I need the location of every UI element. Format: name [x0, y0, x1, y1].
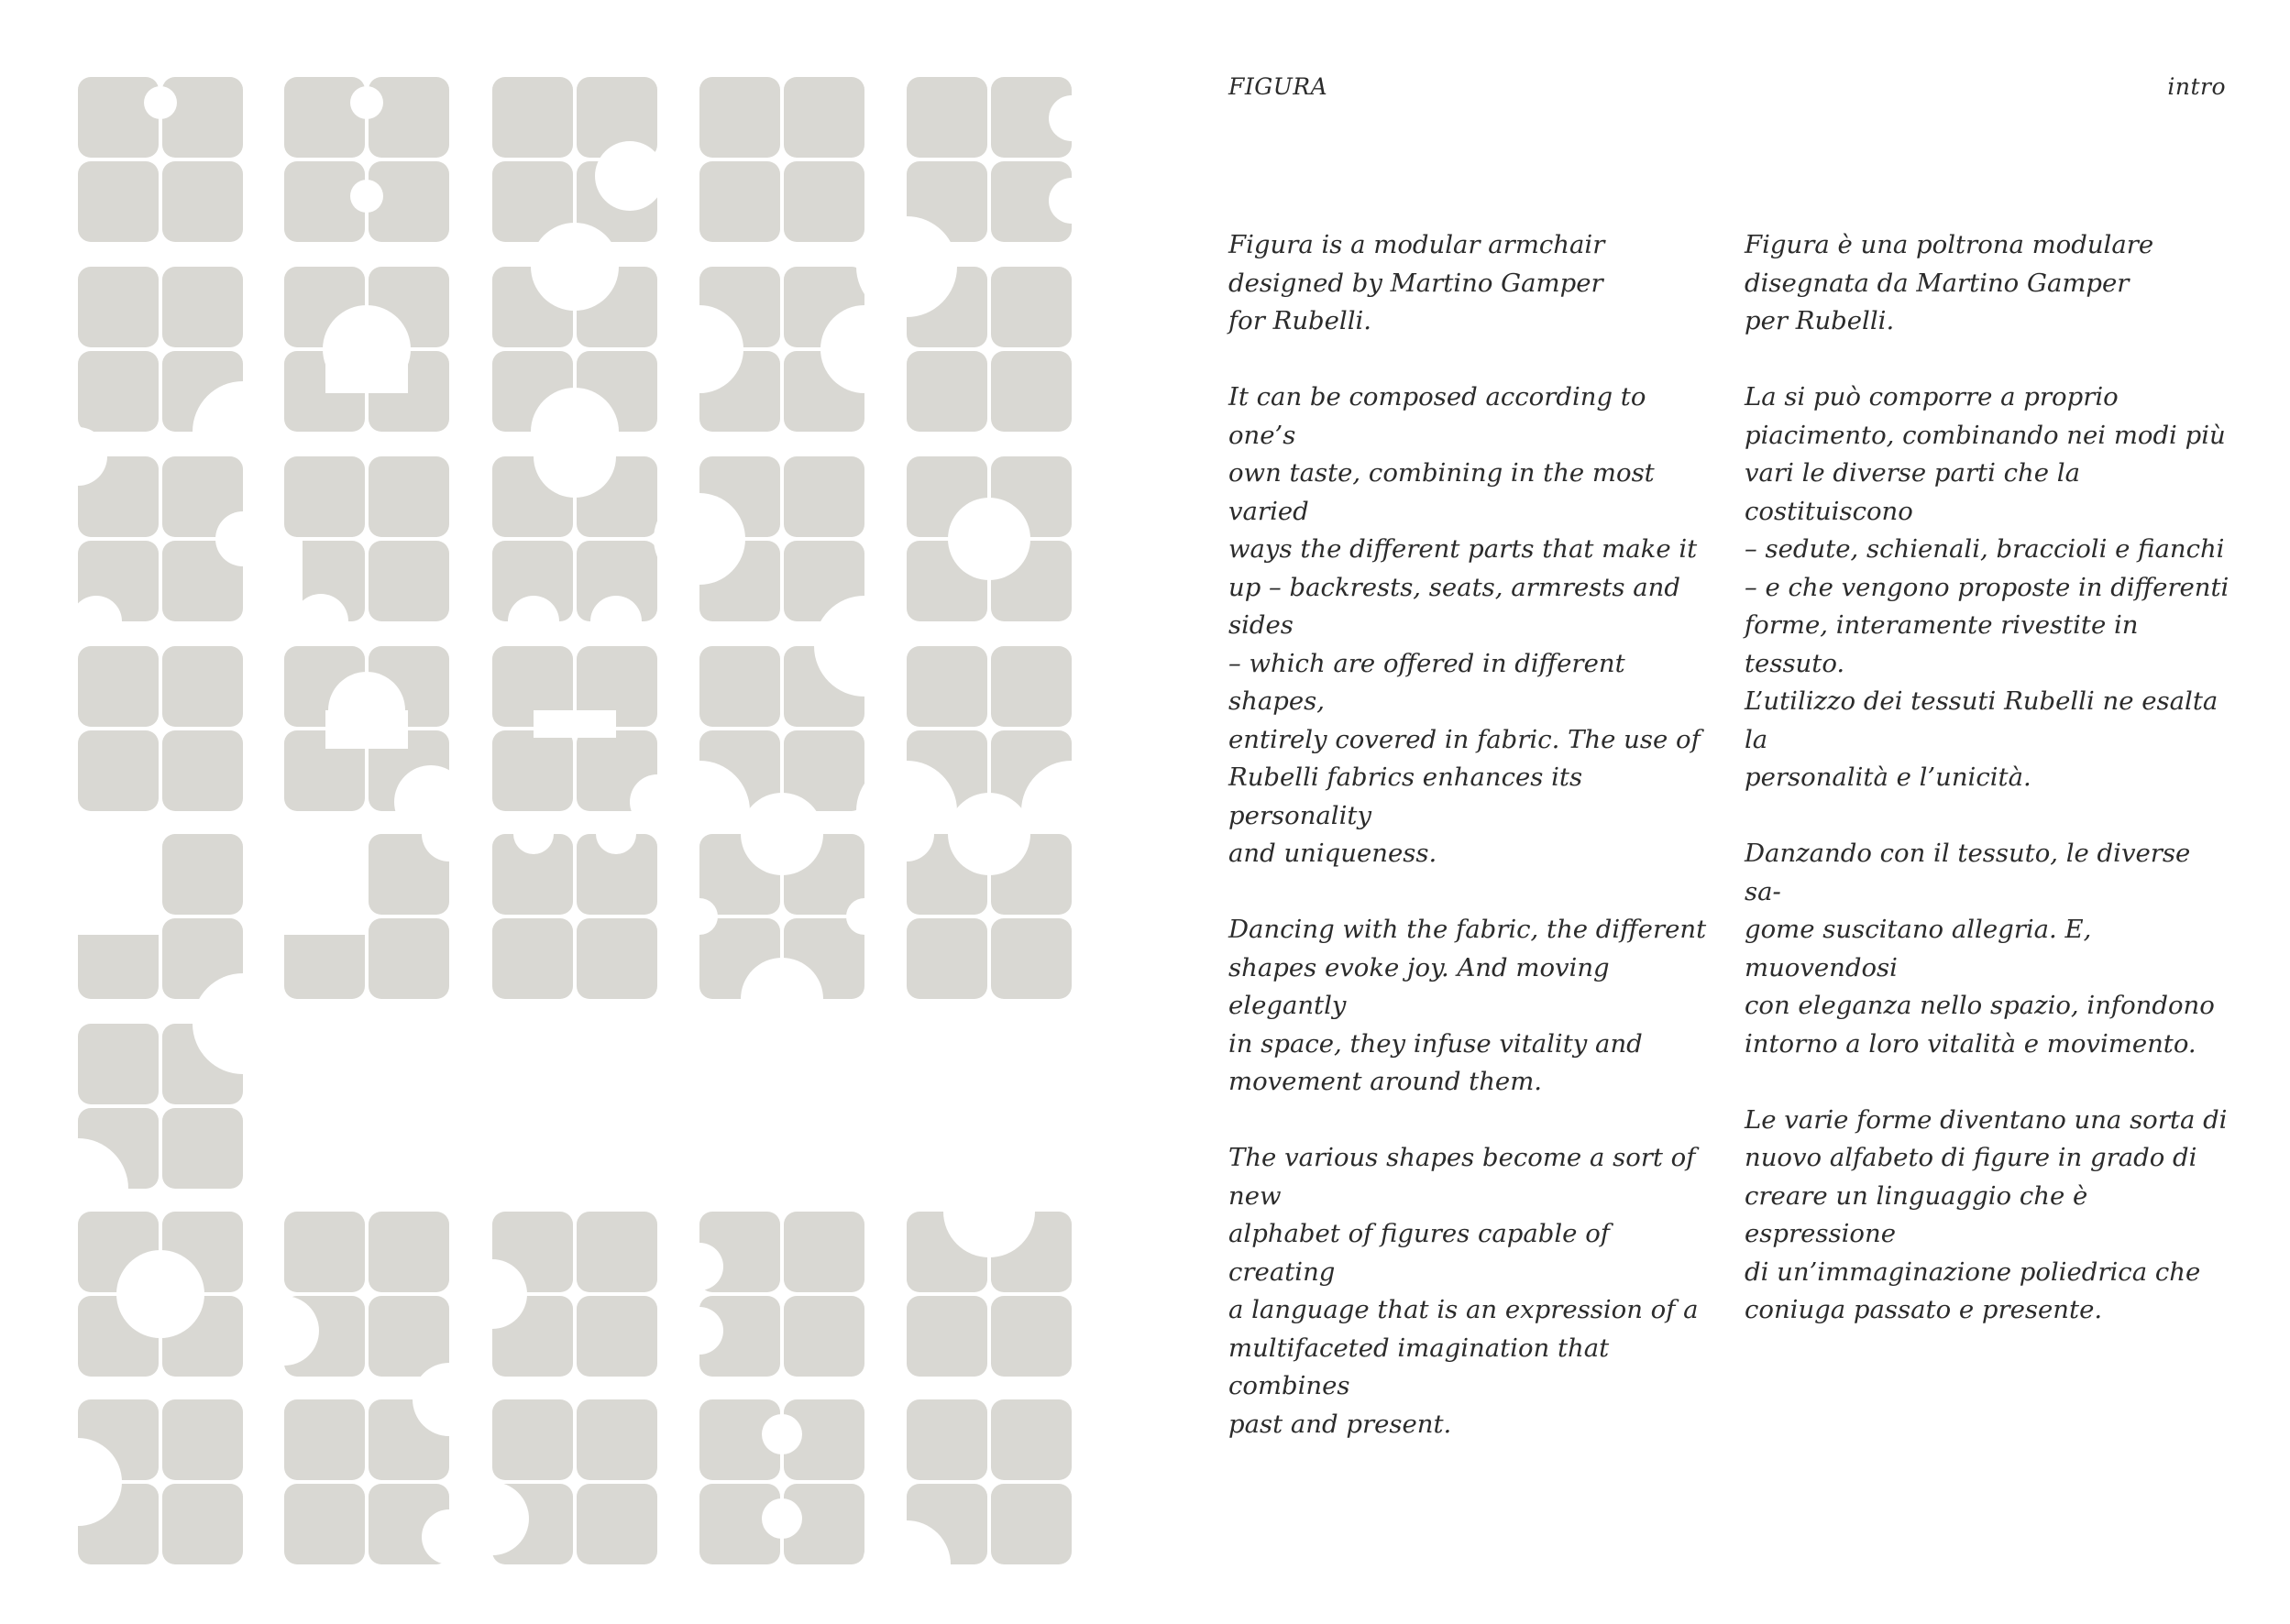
glyph-tile	[249, 1212, 449, 1377]
glyph-cutout	[284, 834, 367, 935]
glyph-cutout	[325, 710, 408, 749]
glyph-piece	[784, 161, 864, 242]
glyph-cutout	[457, 1259, 527, 1329]
glyph-cutout	[879, 807, 934, 861]
glyph-cutout	[596, 814, 636, 854]
glyph-piece	[162, 161, 243, 242]
glyph-piece	[784, 456, 864, 537]
glyph-tile	[49, 427, 270, 647]
glyph-cutout	[1049, 178, 1095, 224]
italian-text-column	[1745, 226, 2230, 1367]
glyph-tile	[492, 415, 657, 647]
glyph-tile	[284, 77, 449, 242]
glyph-cutout	[350, 180, 383, 213]
glyph-cutout	[741, 793, 823, 875]
glyph-cutout	[413, 1363, 486, 1436]
glyph-piece	[162, 267, 243, 347]
glyph-piece	[78, 267, 159, 347]
glyph-piece	[162, 77, 243, 158]
glyph-cutout	[1049, 95, 1095, 141]
glyph-cutout	[846, 898, 883, 935]
glyph-piece	[991, 918, 1072, 999]
glyph-cutout	[762, 1414, 802, 1454]
glyph-cutout	[534, 710, 616, 738]
glyph-cutout	[508, 596, 559, 647]
english-paragraph: It can be composed according to one’s own taste, combining in the most varied ways the different parts that make it up – backrests, seats, armrests and sides – which are offered in different shapes, entirely covered in fabric. The use of Rubelli fabrics enhances its personality and uniqueness.	[1228, 382, 1701, 868]
glyph-piece	[369, 541, 449, 621]
english-paragraph: Figura is a modular armchair designed by Martino Gamper for Rubelli.	[1228, 230, 1605, 335]
english-text-column	[1228, 226, 1714, 1482]
glyph-tile	[284, 267, 449, 432]
glyph-cutout	[676, 1243, 723, 1290]
glyph-piece	[492, 77, 573, 158]
glyph-cutout	[456, 1482, 529, 1555]
glyph-tile	[492, 814, 657, 999]
glyph-cutout	[741, 958, 823, 1040]
glyph-cutout	[71, 596, 122, 647]
glyph-piece	[991, 1399, 1072, 1480]
glyph-piece	[907, 1296, 987, 1377]
glyph-piece	[284, 456, 365, 537]
glyph-piece	[784, 77, 864, 158]
english-paragraph: The various shapes become a sort of new alphabet of figures capable of creating a language that is an expression of a multifaceted imagination that combines past and present.	[1228, 1143, 1699, 1439]
glyph-cutout	[820, 305, 908, 393]
glyph-cutout	[116, 1250, 204, 1338]
glyph-piece	[78, 730, 159, 811]
glyph-cutout	[762, 1498, 802, 1539]
glyph-tile	[456, 1399, 657, 1564]
glyph-cutout	[863, 1520, 951, 1608]
glyph-cutout	[193, 973, 293, 1074]
glyph-piece	[162, 1484, 243, 1564]
glyph-piece	[162, 1108, 243, 1189]
glyph-tile	[676, 1212, 864, 1377]
glyph-tile	[78, 1212, 243, 1377]
glyph-piece	[162, 646, 243, 727]
glyph-cutout	[590, 596, 642, 647]
glyph-piece	[284, 1212, 365, 1292]
glyph-cutout	[676, 1307, 723, 1355]
glyph-tile	[28, 973, 293, 1239]
glyph-tile	[457, 1212, 657, 1377]
glyph-cutout	[814, 596, 915, 697]
glyph-piece	[78, 77, 159, 158]
glyph-piece	[78, 161, 159, 242]
glyph-piece	[991, 1484, 1072, 1564]
glyph-piece	[284, 1399, 365, 1480]
glyph-piece	[991, 646, 1072, 727]
glyph-piece	[699, 646, 780, 727]
glyph-cutout	[34, 1438, 122, 1526]
italian-paragraph: Figura è una poltrona modulare disegnata da Martino Gamper per Rubelli.	[1745, 230, 2154, 335]
glyph-cutout	[144, 86, 177, 119]
glyph-piece	[162, 730, 243, 811]
glyph-piece	[991, 1296, 1072, 1377]
glyph-piece	[699, 77, 780, 158]
glyph-cutout	[655, 305, 743, 393]
glyph-tile	[78, 267, 293, 482]
glyph-cutout	[943, 1166, 1035, 1257]
glyph-piece	[907, 918, 987, 999]
glyph-piece	[907, 646, 987, 727]
glyph-piece	[577, 1399, 657, 1480]
glyph-tile	[266, 456, 449, 649]
glyph-tile	[699, 77, 864, 242]
glyph-cutout	[948, 498, 1030, 580]
glyph-piece	[78, 1024, 159, 1104]
glyph-piece	[369, 456, 449, 537]
glyph-cutout	[948, 793, 1030, 875]
italian-paragraph: Danzando con il tessuto, le diverse sa- gome suscitano allegria. E, muovendosi con eleganza nello spazio, infondono intorno a loro vitalità e movimento.	[1745, 839, 2215, 1059]
glyph-piece	[162, 834, 243, 915]
glyph-cutout	[249, 1296, 319, 1366]
glyph-piece	[907, 1399, 987, 1480]
glyph-piece	[577, 1484, 657, 1564]
glyph-piece	[78, 646, 159, 727]
italian-paragraph: La si può comporre a proprio piacimento, combinando nei modi più vari le diverse parti che la costituiscono – sedute, schienali, braccioli e fianchi – e che vengono proposte in differenti forme, interamente rivestite in tessuto. L’utilizzo dei tessuti Rubelli ne esalta la personalità e l’unicità.	[1745, 382, 2229, 792]
glyph-tile	[284, 807, 477, 999]
glyph-piece	[784, 1296, 864, 1377]
glyph-tile	[492, 77, 665, 242]
glyph-cutout	[78, 834, 160, 935]
glyph-tile	[863, 1399, 1072, 1608]
glyph-piece	[907, 77, 987, 158]
glyph-piece	[991, 267, 1072, 347]
glyph-tile	[78, 646, 243, 811]
glyph-piece	[784, 1212, 864, 1292]
glyph-piece	[284, 1484, 365, 1564]
glyph-piece	[907, 351, 987, 432]
glyph-piece	[162, 1399, 243, 1480]
glyph-piece	[369, 918, 449, 999]
glyph-piece	[577, 1212, 657, 1292]
glyph-cutout	[681, 898, 718, 935]
glyph-piece	[991, 351, 1072, 432]
glyph-piece	[492, 1399, 573, 1480]
glyph-cutout	[654, 493, 745, 585]
page-title: FIGURA	[1228, 73, 1328, 100]
glyph-piece	[492, 730, 573, 811]
glyph-tile	[34, 1399, 243, 1564]
glyph-cutout	[325, 349, 408, 393]
italian-paragraph: Le varie forme diventano una sorta di nuovo alfabeto di figure in grado di creare un linguaggio che è espressione di un’immaginazione poliedrica che coniuga passato e presente.	[1745, 1104, 2228, 1324]
glyph-cutout	[422, 807, 477, 861]
glyph-cutout	[534, 415, 616, 498]
glyph-cutout	[856, 216, 957, 317]
glyph-cutout	[49, 427, 107, 486]
glyph-cutout	[595, 141, 665, 211]
glyph-piece	[369, 77, 449, 158]
glyph-cutout	[215, 511, 270, 566]
glyph-tile	[284, 1363, 486, 1564]
glyph-piece	[699, 161, 780, 242]
glyph-tile	[907, 77, 1095, 242]
glyph-piece	[369, 1212, 449, 1292]
section-label: intro	[2167, 73, 2226, 100]
glyph-piece	[492, 918, 573, 999]
glyph-tile	[78, 834, 243, 999]
glyph-tile	[699, 1399, 864, 1564]
glyph-tile	[907, 1166, 1072, 1377]
glyph-cutout	[350, 86, 383, 119]
glyph-cutout	[531, 223, 619, 311]
glyph-piece	[577, 1296, 657, 1377]
glyph-tile	[654, 456, 864, 621]
glyph-piece	[284, 77, 365, 158]
glyph-piece	[78, 351, 159, 432]
glyph-piece	[577, 918, 657, 999]
glyph-tile	[78, 77, 243, 242]
glyph-tile	[907, 456, 1072, 621]
figura-alphabet-illustration	[0, 0, 1100, 1624]
glyph-piece	[369, 1296, 449, 1377]
english-paragraph: Dancing with the fabric, the different shapes evoke joy. And moving elegantly in space, they infuse vitality and movement around them.	[1228, 915, 1707, 1096]
glyph-cutout	[513, 814, 554, 854]
glyph-cutout	[293, 594, 348, 649]
